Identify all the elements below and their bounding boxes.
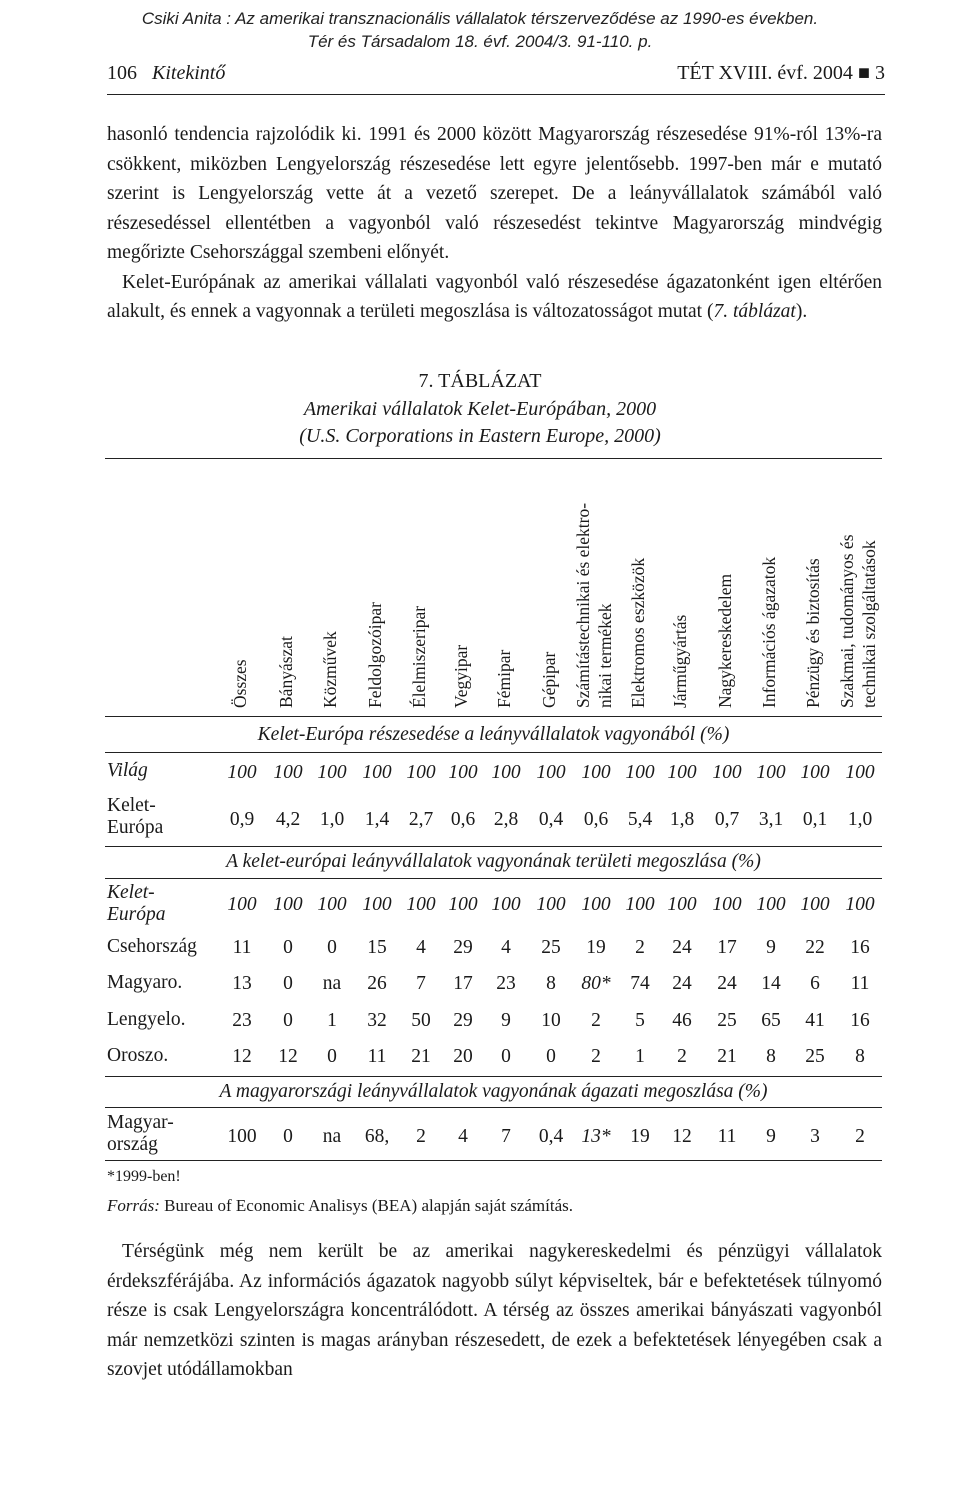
header-bottom-rule — [105, 716, 882, 717]
row-label-line: Kelet- — [107, 795, 156, 816]
intro-paragraph-1: hasonló tendencia rajzolódik ki. 1991 és 2000 között Magyarország részesedése 91%-ról 13%-ra csökkent, miközben Lengyelország részesedése lett egyre jelentősebb. 1997-ben már e mutató szerint is Lengyelország vette át a vezető szerepet. De a leányvállalatok számából való részesedéssel ellentétben a vagyonból való részesedést tekintve Magyarország mindvégig megőrizte Csehországgal szembeni előnyét. — [107, 124, 882, 263]
table-cell: 29 — [453, 1010, 473, 1031]
table-cell: 0 — [283, 1010, 293, 1031]
section1-title-rule — [105, 752, 882, 753]
table-cell: 19 — [630, 1126, 650, 1147]
table-cell: 7 — [416, 973, 426, 994]
table-cell: 25 — [541, 937, 561, 958]
table-cell: 100 — [581, 894, 611, 915]
table-cell: 100 — [448, 762, 478, 783]
table-cell: 1,0 — [847, 809, 873, 830]
table-cell: 3,1 — [758, 809, 784, 830]
table-cell: 100 — [667, 894, 697, 915]
column-header-text: Gépipar — [539, 651, 559, 708]
table-cell: 100 — [317, 894, 347, 915]
table-cell: 80* — [581, 973, 611, 994]
row-label-kelet-europa-2 — [107, 882, 166, 926]
square-icon: ■ — [857, 62, 870, 84]
table-cell: 24 — [717, 973, 737, 994]
table-cell: 100 — [581, 762, 611, 783]
running-head-right — [677, 62, 885, 85]
table-cell: 32 — [367, 1010, 387, 1031]
table-cell: 22 — [805, 937, 825, 958]
table-cell: 4 — [416, 937, 426, 958]
outro-paragraph-1: Térségünk még nem került be az amerikai nagykereskedelmi és pénzügyi vállalatok érdekszférájába. Az információs ágazatok nagyobb súlyt képviseltek, bár e befektetések túlnyomó része is csak Lengyelországra koncentrálódott. A térség az összes amerikai bányászati vagyonból már nemzetközi szinten is magas arányban részesedett, de ezek a befektetések lényegében csak a szovjet utódállamokban — [107, 1241, 882, 1380]
table-cell: 100 — [536, 762, 566, 783]
table-cell: 100 — [448, 894, 478, 915]
table-cell: 100 — [362, 894, 392, 915]
table-cell: 3 — [810, 1126, 820, 1147]
running-head — [107, 62, 885, 95]
table-cell: 24 — [672, 937, 692, 958]
row-label-line: Európa — [107, 904, 166, 925]
table-cell: 100 — [625, 894, 655, 915]
column-header-text: technikai szolgáltatások — [859, 540, 879, 708]
row-label-magyarorszag — [107, 1112, 174, 1156]
table-cell: 0 — [283, 973, 293, 994]
table-cell: 100 — [845, 762, 875, 783]
table-cell: 100 — [317, 762, 347, 783]
table-cell: 65 — [761, 1010, 781, 1031]
table-cell: 0,6 — [450, 809, 476, 830]
table-cell: 11 — [717, 1126, 737, 1147]
intro-paragraph-2-text: Kelet-Európának az amerikai vállalati vagyonból való részesedése ágazatonként igen eltérően alakult, és ennek a vagyonnak a területi megoszlása is változatosságot mutat ( — [107, 271, 882, 322]
table-cell: 0 — [327, 937, 337, 958]
table-cell: 0,4 — [538, 1126, 564, 1147]
table-cell: 2 — [635, 937, 645, 958]
source-text: Bureau of Economic Analisys (BEA) alapján saját számítás. — [159, 1196, 573, 1215]
row-label-line: Magyar- — [107, 1112, 174, 1133]
table-cell: 0 — [327, 1046, 337, 1067]
table-cell: 2 — [591, 1046, 601, 1067]
journal-name: TÉT XVIII. évf. 2004 — [677, 62, 853, 84]
table-cell: 100 — [273, 894, 303, 915]
table-cell: 100 — [756, 762, 786, 783]
row-label-csehorszag: Csehország — [107, 936, 197, 957]
table-cell: 100 — [667, 762, 697, 783]
table-cell: 8 — [855, 1046, 865, 1067]
table-cell: 74 — [630, 973, 650, 994]
table-label: 7. TÁBLÁZAT — [418, 370, 542, 392]
table-cell: 100 — [712, 894, 742, 915]
page-number: 106 — [107, 62, 137, 84]
table-cell: 12 — [278, 1046, 298, 1067]
table-cell: 2 — [591, 1010, 601, 1031]
table-reference: 7. táblázat — [713, 301, 796, 322]
section1-bottom-rule — [105, 846, 882, 847]
table-cell: 41 — [805, 1010, 825, 1031]
column-header-text: Számítástechnikai és elektro- — [573, 502, 593, 708]
table-cell: 100 — [625, 762, 655, 783]
table-cell: 19 — [586, 937, 606, 958]
row-label-lengyelo: Lengyelo. — [107, 1009, 186, 1030]
table-cell: 21 — [411, 1046, 431, 1067]
table-cell: 10 — [541, 1010, 561, 1031]
table-cell: 2 — [416, 1126, 426, 1147]
table-cell: 0,1 — [802, 809, 828, 830]
source-label: Forrás: — [107, 1196, 160, 1215]
column-header-text: Nagykereskedelem — [715, 573, 735, 708]
table-cell: na — [322, 1126, 342, 1147]
table-cell: 13 — [232, 973, 252, 994]
section3-title-rule — [105, 1107, 882, 1108]
table-cell: 2 — [855, 1126, 865, 1147]
table-cell: 24 — [672, 973, 692, 994]
section2-bottom-rule — [105, 1076, 882, 1077]
table-cell: 25 — [717, 1010, 737, 1031]
column-header-text: Bányászat — [276, 636, 296, 708]
table-cell: 50 — [411, 1010, 431, 1031]
table-cell: 1,8 — [669, 809, 695, 830]
table-cell: 100 — [406, 762, 436, 783]
table-cell: 25 — [805, 1046, 825, 1067]
column-header-text: Élelmiszeripar — [409, 605, 429, 708]
outro-text — [107, 1237, 882, 1385]
table-bottom-rule — [105, 1160, 882, 1161]
column-header-text: Fémipar — [494, 649, 514, 708]
column-header-text: Vegyipar — [451, 644, 471, 708]
table-cell: 20 — [453, 1046, 473, 1067]
section2-title: A kelet-európai leányvállalatok vagyonának területi megoszlása (%) — [226, 851, 761, 872]
table-cell: 100 — [800, 894, 830, 915]
row-label-line: ország — [107, 1134, 158, 1155]
table-cell: 11 — [850, 973, 870, 994]
section2-title-rule — [105, 878, 882, 879]
intro-text — [107, 120, 882, 327]
intro-paragraph-2-end: ). — [795, 301, 808, 322]
table-cell: 13* — [581, 1126, 611, 1147]
table-cell: 1 — [327, 1010, 337, 1031]
table-cell: 100 — [491, 762, 521, 783]
citation-line-2: Tér és Társadalom 18. évf. 2004/3. 91-110. p. — [307, 32, 653, 51]
column-header-text: Közművek — [320, 631, 340, 708]
table-cell: 11 — [232, 937, 252, 958]
row-label-line: Európa — [107, 817, 164, 838]
table-cell: 26 — [367, 973, 387, 994]
table-cell: 100 — [491, 894, 521, 915]
table-cell: 17 — [453, 973, 473, 994]
table-cell: 0,4 — [538, 809, 564, 830]
table-cell: 1,4 — [364, 809, 390, 830]
table-cell: 8 — [766, 1046, 776, 1067]
table-cell: 8 — [546, 973, 556, 994]
table-cell: 100 — [227, 762, 257, 783]
table-cell: 1 — [635, 1046, 645, 1067]
table-cell: 0,9 — [229, 809, 255, 830]
column-header-text: Feldolgozóipar — [365, 602, 385, 708]
table-cell: 15 — [367, 937, 387, 958]
table-cell: 23 — [232, 1010, 252, 1031]
column-header-text: Információs ágazatok — [759, 556, 779, 708]
table-cell: 100 — [756, 894, 786, 915]
table-cell: na — [322, 973, 342, 994]
table-cell: 2,8 — [493, 809, 519, 830]
table-cell: 14 — [761, 973, 781, 994]
row-label-line: Kelet- — [107, 882, 155, 903]
table-cell: 0,6 — [583, 809, 609, 830]
table-cell: 68, — [364, 1126, 390, 1147]
table-cell: 1,0 — [319, 809, 345, 830]
column-header-text: Elektromos eszközök — [628, 557, 648, 708]
table-cell: 100 — [800, 762, 830, 783]
intro-paragraph-2 — [107, 268, 882, 327]
table-cell: 100 — [362, 762, 392, 783]
table-cell: 29 — [453, 937, 473, 958]
table-cell: 4 — [458, 1126, 468, 1147]
row-label-magyaro: Magyaro. — [107, 972, 183, 993]
table-cell: 100 — [712, 762, 742, 783]
table-cell: 6 — [810, 973, 820, 994]
table-title: Amerikai vállalatok Kelet-Európában, 2000 — [303, 398, 657, 420]
table-cell: 2 — [677, 1046, 687, 1067]
table-cell: 7 — [501, 1126, 511, 1147]
row-label-vilag: Világ — [107, 760, 148, 781]
issue-number: 3 — [875, 62, 885, 84]
row-label-kelet-europa — [107, 795, 163, 839]
table-cell: 100 — [273, 762, 303, 783]
table-cell: 100 — [536, 894, 566, 915]
section1-title: Kelet-Európa részesedése a leányvállalatok vagyonából (%) — [257, 724, 730, 745]
table-source — [107, 1196, 573, 1216]
column-header-text: Összes — [230, 659, 250, 708]
table-cell: 23 — [496, 973, 516, 994]
section-name: Kitekintő — [152, 62, 226, 84]
table-cell: 12 — [672, 1126, 692, 1147]
column-header-text: Szakmai, tudományos és — [837, 534, 857, 708]
table-cell: 21 — [717, 1046, 737, 1067]
column-header-text: Járműgyártás — [670, 614, 690, 708]
row-label-oroszo: Oroszo. — [107, 1045, 169, 1066]
table-cell: 9 — [766, 1126, 776, 1147]
table-cell: 0 — [283, 937, 293, 958]
table-cell: 16 — [850, 937, 870, 958]
running-head-left — [107, 62, 225, 85]
table-cell: 100 — [227, 1126, 257, 1147]
table-cell: 4 — [501, 937, 511, 958]
column-header-text: nikai termékek — [595, 603, 615, 708]
table-cell: 9 — [766, 937, 776, 958]
table-footnote: *1999-ben! — [107, 1168, 181, 1185]
column-header-text: Pénzügy és biztosítás — [803, 558, 823, 708]
table-cell: 12 — [232, 1046, 252, 1067]
table-cell: 100 — [845, 894, 875, 915]
table-cell: 17 — [717, 937, 737, 958]
table-cell: 0 — [546, 1046, 556, 1067]
table-cell: 4,2 — [275, 809, 301, 830]
table-subtitle: (U.S. Corporations in Eastern Europe, 2000) — [299, 425, 661, 447]
table-cell: 0 — [283, 1126, 293, 1147]
table-cell: 46 — [672, 1010, 692, 1031]
table-cell: 100 — [406, 894, 436, 915]
table-cell: 0 — [501, 1046, 511, 1067]
table-cell: 5 — [635, 1010, 645, 1031]
table-top-rule — [105, 458, 882, 459]
section3-title: A magyarországi leányvállalatok vagyonának ágazati megoszlása (%) — [219, 1081, 768, 1102]
table-cell: 16 — [850, 1010, 870, 1031]
table-cell: 2,7 — [408, 809, 434, 830]
table-cell: 11 — [367, 1046, 387, 1067]
table-cell: 100 — [227, 894, 257, 915]
table-cell: 9 — [501, 1010, 511, 1031]
table-cell: 0,7 — [714, 809, 740, 830]
citation-line-1: Csiki Anita : Az amerikai transznacionális vállalatok térszerveződése az 1990-es években. — [141, 9, 819, 28]
table-cell: 5,4 — [627, 809, 653, 830]
